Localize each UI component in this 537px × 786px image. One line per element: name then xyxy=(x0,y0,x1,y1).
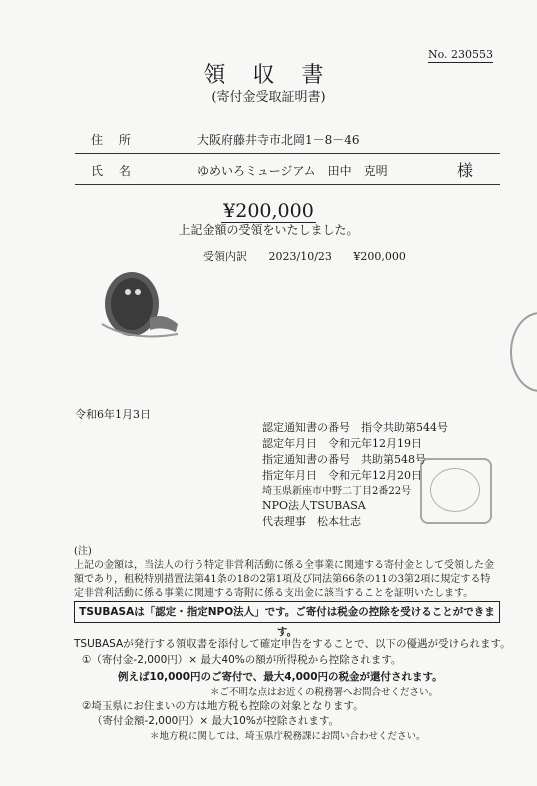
npo-banner: TSUBASAは「認定・指定NPO法人」です。ご寄付は税金の控除を受けることができます。 xyxy=(74,601,500,623)
cert-date: 認定年月日 令和元年12月19日 xyxy=(262,437,422,450)
benefit-item-2: ②埼玉県にお住まいの方は地方税も控除の対象となります。 xyxy=(82,700,364,712)
total-amount: ¥200,000 xyxy=(223,200,314,222)
issue-date: 令和6年1月3日 xyxy=(75,408,151,421)
issuer-address: 埼玉県新座市中野二丁目2番22号 xyxy=(262,486,412,497)
notes xyxy=(74,545,494,601)
issuer-representative: 代表理事 松本壮志 xyxy=(262,515,361,528)
benefit-note-1: ＊ご不明な点はお近くの税務署へお問合せください。 xyxy=(210,687,439,698)
address-label: 住 所 xyxy=(91,133,137,147)
designate-date: 指定年月日 令和元年12月20日 xyxy=(262,469,422,482)
name-label: 氏 名 xyxy=(91,164,137,178)
benefit-note-2: ＊地方税に関しては、埼玉県庁税務課にお問い合わせください。 xyxy=(150,731,426,742)
benefits-intro: TSUBASAが発行する領収書を添付して確定申告をすることで、以下の優遇が受けられます。 xyxy=(74,638,511,650)
breakdown-label: 受領内訳 xyxy=(203,250,247,263)
breakdown-date: 2023/10/23 xyxy=(268,250,332,263)
notes-body: 上記の金額は，当法人の行う特定非営利活動に係る全事業に関連する寄付金として受領した金額であり，租税特別措置法第41条の18の2第1項及び同法第66条の11の3第2項に規定する特定非営利活動に係る事業に関連する寄附に係る支出金に該当することを証明いたします。 xyxy=(74,560,494,599)
honorific: 様 xyxy=(457,161,474,180)
benefit-item-1: ①（寄付金-2,000円）× 最大40%の額が所得税から控除されます。 xyxy=(82,654,402,666)
notes-heading: (注) xyxy=(74,546,92,557)
address-row xyxy=(75,127,500,154)
issuer-org-name: NPO法人TSUBASA xyxy=(262,499,366,512)
document-number: No. 230553 xyxy=(428,48,494,61)
round-seal xyxy=(510,312,537,392)
designate-number: 指定通知書の番号 共助第548号 xyxy=(262,453,426,466)
mascot-illustration xyxy=(92,262,184,342)
page-title: 領 収 書 xyxy=(203,63,334,88)
address-value: 大阪府藤井寺市北岡1－8－46 xyxy=(197,133,360,147)
page-subtitle: (寄付金受取証明書) xyxy=(211,90,326,105)
breakdown-amount: ¥200,000 xyxy=(353,250,406,263)
cert-number: 認定通知書の番号 指令共助第544号 xyxy=(262,421,448,434)
name-value: ゆめいろミュージアム 田中 克明 xyxy=(197,164,388,178)
breakdown xyxy=(203,248,424,264)
benefit-item-2-formula: （寄付金額-2,000円）× 最大10%が控除されます。 xyxy=(92,715,339,727)
benefit-example: 例えば10,000円のご寄付で、最大4,000円の税金が還付されます。 xyxy=(118,671,443,683)
name-row xyxy=(75,158,500,185)
square-seal xyxy=(420,458,492,524)
received-text: 上記金額の受領をいたしました。 xyxy=(178,223,359,237)
